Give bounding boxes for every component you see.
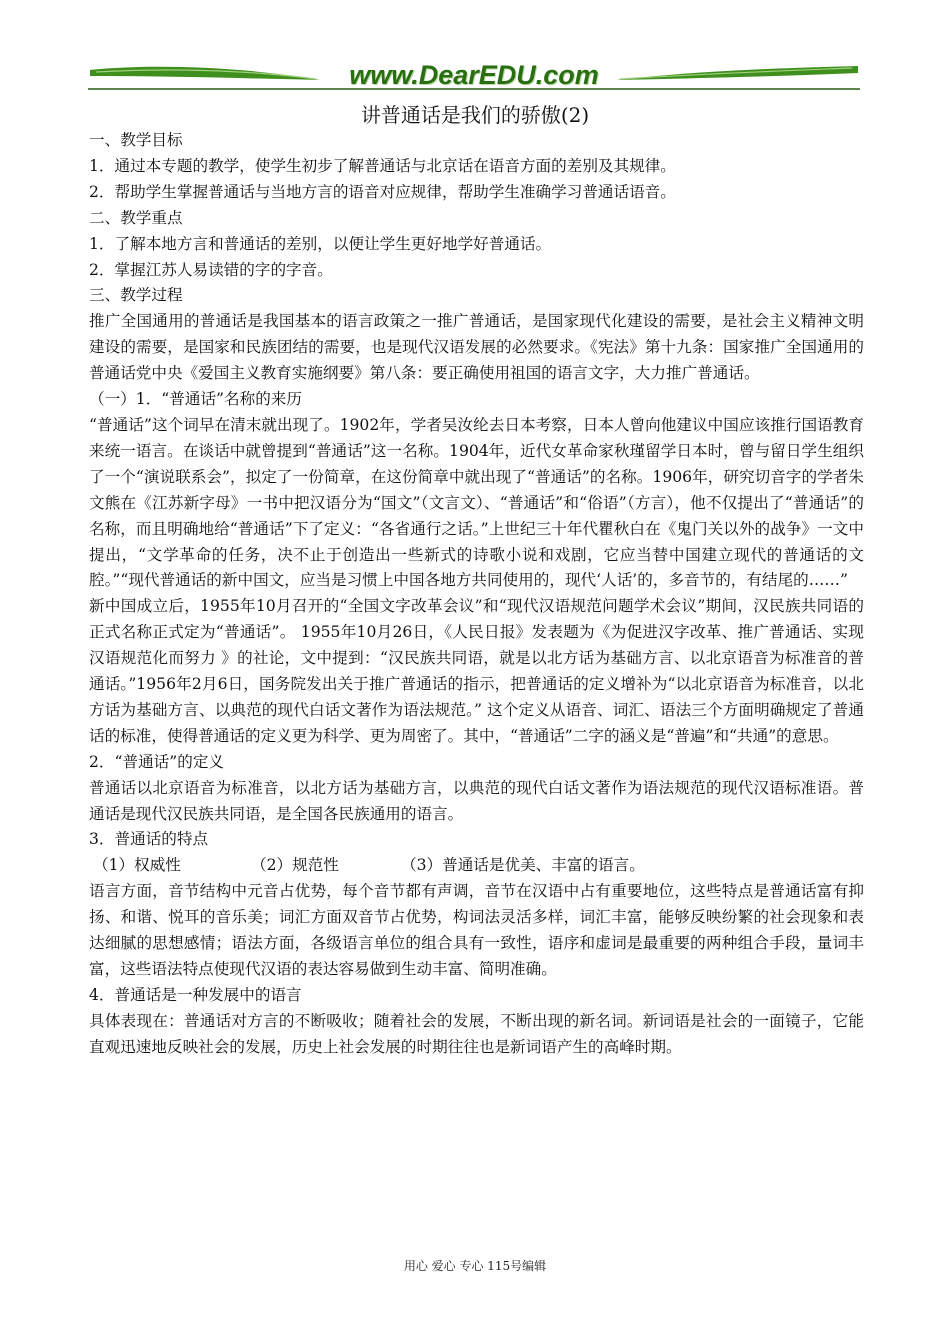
trait-item: （2）规范性	[251, 856, 339, 875]
body-paragraph: 推广全国通用的普通话是我国基本的语言政策之一推广普通话，是国家现代化建设的需要，是社会主义精神文明建设的需要，是国家和民族团结的需要，也是现代汉语发展的必然要求。《宪法》第十九条：国家推广全国通用的普通话党中央《爱国主义教育实施纲要》第八条：要正确使用祖国的语言文字，大力推广普通话。	[89, 312, 864, 383]
heading-teaching-focus: 二、教学重点	[89, 208, 183, 227]
goal-item: 2．帮助学生掌握普通话与当地方言的语音对应规律，帮助学生准确学习普通话语音。	[89, 182, 676, 201]
body-paragraph: “普通话”这个词早在清末就出现了。1902年，学者吴汝纶去日本考察，日本人曾向他建议中国应该推行国语教育来统一语言。在谈话中就曾提到“普通话”这一名称。1904年，近代女革命家秋瑾留学日本时，曾与留日学生组织了一个“演说联系会”，拟定了一份简章，在这份简章中就出现了“普通话”的名称。1906年，研究切音字的学者朱文熊在《江苏新字母》一书中把汉语分为“国文”（文言文）、“普通话”和“俗语”（方言），他不仅提出了“普通话”的名称，而且明确地给“普通话”下了定义：“各省通行之话。”上世纪三十年代瞿秋白在《鬼门关以外的战争》一文中提出，“文学革命的任务，决不止于创造出一些新式的诗歌小说和戏剧，它应当替中国建立现代的普通话的文腔。”“现代普通话的新中国文，应当是习惯上中国各地方共同使用的，现代‘人话’的，多音节的，有结尾的……”	[89, 415, 864, 590]
heading-teaching-goals: 一、教学目标	[89, 131, 183, 149]
document-body	[89, 128, 864, 1061]
subheading-features: 3．普通话的特点	[89, 830, 209, 849]
document-title: 讲普通话是我们的骄傲(2)	[360, 103, 590, 127]
trait-item: （3）普通话是优美、丰富的语言。	[401, 856, 645, 875]
trait-item: （1）权威性	[93, 856, 181, 875]
goal-item: 1．通过本专题的教学，使学生初步了解普通话与北京话在语音方面的差别及其规律。	[89, 156, 676, 175]
subheading-developing-language: 4．普通话是一种发展中的语言	[89, 985, 302, 1004]
body-paragraph: 语言方面，音节结构中元音占优势，每个音节都有声调，音节在汉语中占有重要地位，这些特点是普通话富有抑扬、和谐、悦耳的音乐美；词汇方面双音节占优势，构词法灵活多样，词汇丰富，能够反映纷繁的社会现象和表达细腻的思想感情；语法方面，各级语言单位的组合具有一致性，语序和虚词是最重要的两种组合手段，量词丰富，这些语法特点使现代汉语的表达容易做到生动丰富、简明准确。	[89, 882, 864, 978]
page-footer: 用心 爱心 专心 115号编辑	[403, 1259, 547, 1273]
subheading-name-origin: （一）1．“普通话”名称的来历	[89, 390, 302, 409]
focus-item: 1．了解本地方言和普通话的差别，以便让学生更好地学好普通话。	[89, 234, 552, 253]
body-paragraph: 新中国成立后，1955年10月召开的“全国文字改革会议”和“现代汉语规范问题学术会议”期间，汉民族共同语的正式名称正式定为“普通话”。 1955年10月26日，《人民日报》发表题为《为促进汉字改革、推广普通话、实现汉语规范化而努力 》的社论，文中提到：“汉民族共同语，就是以北方话为基础方言、以北京语音为标准音的普通话。”1956年2月6日，国务院发出关于推广普通话的指示，把普通话的定义增补为“以北京语音为标准音，以北方话为基础方言、以典范的现代白话文著作为语法规范。” 这个定义从语音、词汇、语法三个方面明确规定了普通话的标准，使得普通话的定义更为科学、更为周密了。其中，“普通话”二字的涵义是“普遍”和“共通”的意思。	[89, 597, 864, 745]
traits-line	[89, 853, 864, 879]
heading-teaching-process: 三、教学过程	[89, 286, 183, 305]
body-paragraph: 具体表现在：普通话对方言的不断吸收；随着社会的发展，不断出现的新名词。新词语是社会的一面镜子，它能直观迅速地反映社会的发展，历史上社会发展的时期往往也是新词语产生的高峰时期。	[89, 1011, 864, 1056]
site-banner	[88, 56, 860, 96]
body-paragraph: 普通话以北京语音为标准音，以北方话为基础方言，以典范的现代白话文著作为语法规范的现代汉语标准语。普通话是现代汉民族共同语，是全国各民族通用的语言。	[89, 778, 864, 823]
site-banner-text: www.DearEDU.com	[349, 60, 599, 90]
focus-item: 2．掌握江苏人易读错的字的字音。	[89, 260, 333, 279]
subheading-definition: 2．“普通话”的定义	[89, 752, 225, 771]
